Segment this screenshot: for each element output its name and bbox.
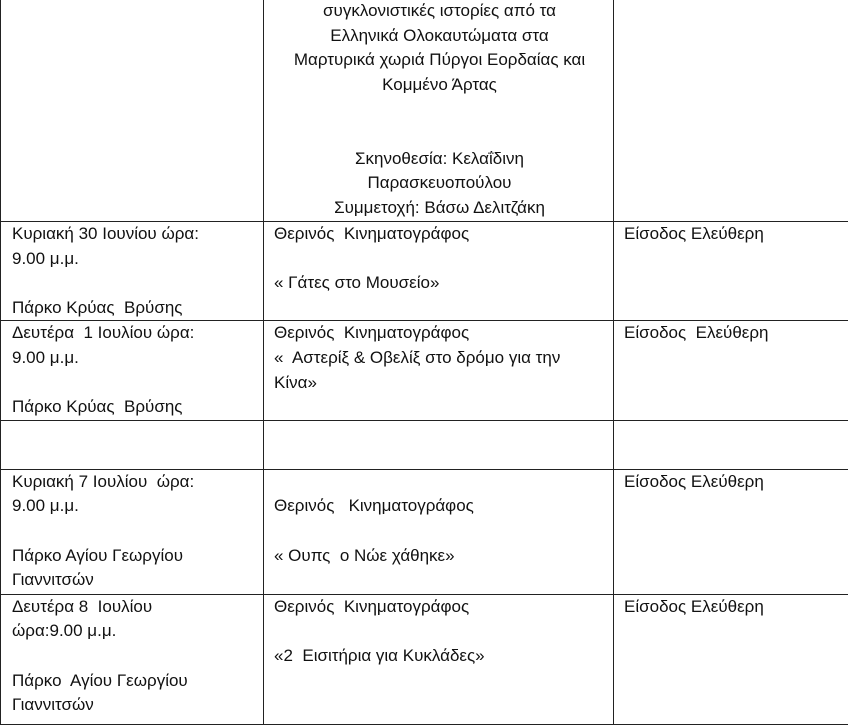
event-type: Θερινός Κινηματογράφος <box>274 321 605 346</box>
table-row <box>1 321 848 420</box>
description-line: Μαρτυρικά χωριά Πύργοι Εορδαίας και <box>274 48 605 73</box>
event-place: Πάρκο Κρύας Βρύσης <box>12 395 255 420</box>
date-place-cell <box>1 469 264 594</box>
event-place: Πάρκο Αγίου Γεωργίου <box>12 669 255 694</box>
event-place-cont: Γιαννιτσών <box>12 693 255 718</box>
event-time: 9.00 μ.μ. <box>12 494 255 519</box>
event-date: Κυριακή 30 Ιουνίου ώρα: <box>12 222 255 247</box>
table-cell <box>614 420 848 469</box>
entry-cell <box>614 469 848 594</box>
event-type: Θερινός Κινηματογράφος <box>274 494 605 519</box>
event-place: Πάρκο Κρύας Βρύσης <box>12 296 255 321</box>
entry-cell <box>614 222 848 321</box>
film-title: «2 Εισιτήρια για Κυκλάδες» <box>274 644 605 669</box>
event-place-cont: Γιαννιτσών <box>12 568 255 593</box>
table-cell <box>1 420 264 469</box>
entry-label: Είσοδος Ελεύθερη <box>624 595 847 620</box>
entry-label: Είσοδος Ελεύθερη <box>624 470 847 495</box>
entry-label: Είσοδος Ελεύθερη <box>624 222 847 247</box>
direction-line: Σκηνοθεσία: Κελαΐδινη <box>274 147 605 172</box>
event-time: 9.00 μ.μ. <box>12 346 255 371</box>
direction-line: Παρασκευοπούλου <box>274 171 605 196</box>
film-title-cont: Κίνα» <box>274 371 605 396</box>
program-cell <box>264 469 614 594</box>
entry-label: Είσοδος Ελεύθερη <box>624 321 847 346</box>
entry-cell <box>614 321 848 420</box>
program-cell <box>264 222 614 321</box>
film-title: « Γάτες στο Μουσείο» <box>274 271 605 296</box>
table-row <box>1 420 848 469</box>
table-row <box>1 222 848 321</box>
event-type: Θερινός Κινηματογράφος <box>274 595 605 620</box>
event-type: Θερινός Κινηματογράφος <box>274 222 605 247</box>
film-title: « Αστερίξ & Οβελίξ στο δρόμο για την <box>274 346 605 371</box>
date-place-cell <box>1 594 264 724</box>
event-place: Πάρκο Αγίου Γεωργίου <box>12 544 255 569</box>
event-date: Δευτέρα 8 Ιουλίου <box>12 595 255 620</box>
event-date: Κυριακή 7 Ιουλίου ώρα: <box>12 470 255 495</box>
date-place-cell <box>1 321 264 420</box>
entry-cell <box>614 594 848 724</box>
table-cell <box>1 0 264 222</box>
program-cell <box>264 594 614 724</box>
description-line: Κομμένο Άρτας <box>274 73 605 98</box>
date-place-cell <box>1 222 264 321</box>
table-cell <box>264 420 614 469</box>
program-cell <box>264 321 614 420</box>
table-cell <box>264 0 614 222</box>
direction-line: Συμμετοχή: Βάσω Δελιτζάκη <box>274 196 605 221</box>
table-row <box>1 594 848 724</box>
description-line: συγκλονιστικές ιστορίες από τα <box>274 0 605 24</box>
table-cell <box>614 0 848 222</box>
table-row <box>1 0 848 222</box>
film-title: « Ουπς ο Νώε χάθηκε» <box>274 544 605 569</box>
table-row <box>1 469 848 594</box>
event-time: ώρα:9.00 μ.μ. <box>12 619 255 644</box>
description-line: Ελληνικά Ολοκαυτώματα στα <box>274 24 605 49</box>
event-time: 9.00 μ.μ. <box>12 247 255 272</box>
event-date: Δευτέρα 1 Ιουλίου ώρα: <box>12 321 255 346</box>
